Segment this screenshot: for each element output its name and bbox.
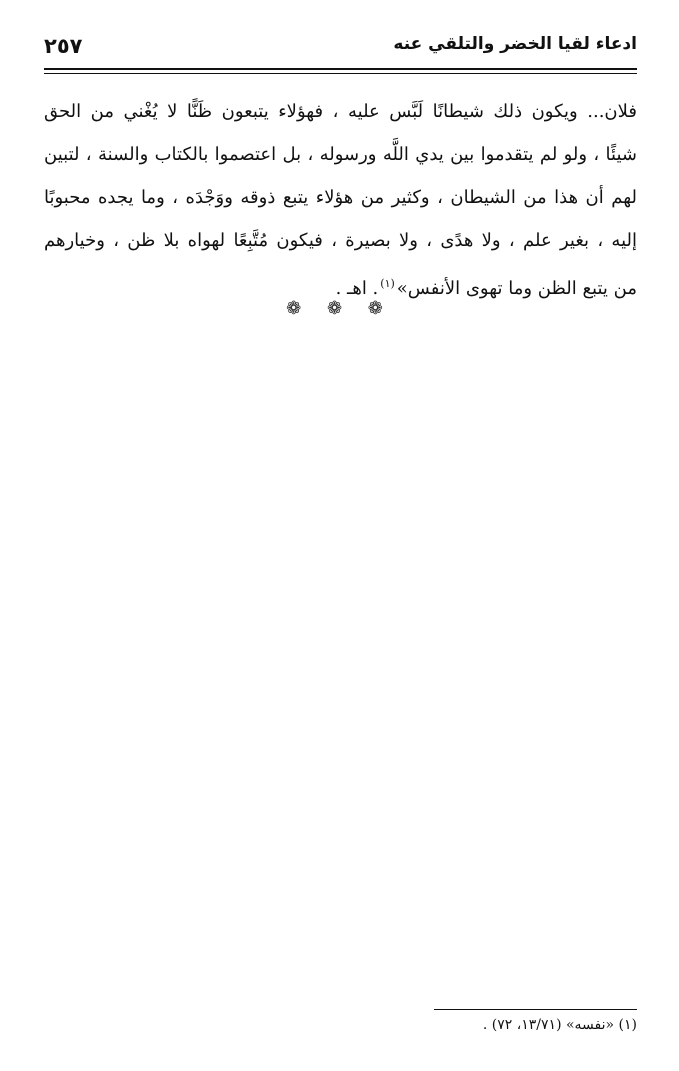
running-title: ادعاء لقيا الخضر والتلقي عنه xyxy=(393,34,637,54)
last-line-end: . اهـ . xyxy=(335,278,379,299)
text-line: فلان... ويكون ذلك شيطانًا لَبَّس عليه ، فهؤلاء يتبعون ظَنًّا لا يُغْني من الحق xyxy=(44,101,637,122)
text-line: لهم أن هذا من الشيطان ، وكثير من هؤلاء يتبع ذوقه ووَجْدَه ، وما يجده محبوبًا xyxy=(44,187,637,208)
header-rule-thin xyxy=(44,73,637,74)
footnote-reference: (١) xyxy=(380,277,395,290)
page-number: ٢٥٧ xyxy=(44,34,83,58)
header-rule-thick xyxy=(44,68,637,70)
section-separator-ornament: ❁ ❁ ❁ xyxy=(286,298,393,319)
text-line: إليه ، بغير علم ، ولا هدًى ، ولا بصيرة ، فيكون مُتَّبِعًا لهواه بلا ظن ، وخيارهم xyxy=(44,230,637,251)
last-line-main: من يتبع الظن وما تهوى الأنفس» xyxy=(396,278,637,299)
footnote-rule xyxy=(434,1009,637,1010)
footnote: (١) «نفسه» (١٣/٧١، ٧٢) . xyxy=(482,1017,637,1033)
text-line: شيئًا ، ولو لم يتقدموا بين يدي اللَّه ورسوله ، بل اعتصموا بالكتاب والسنة ، لتبين xyxy=(44,144,637,165)
main-text xyxy=(44,90,637,310)
page-header xyxy=(44,30,637,66)
